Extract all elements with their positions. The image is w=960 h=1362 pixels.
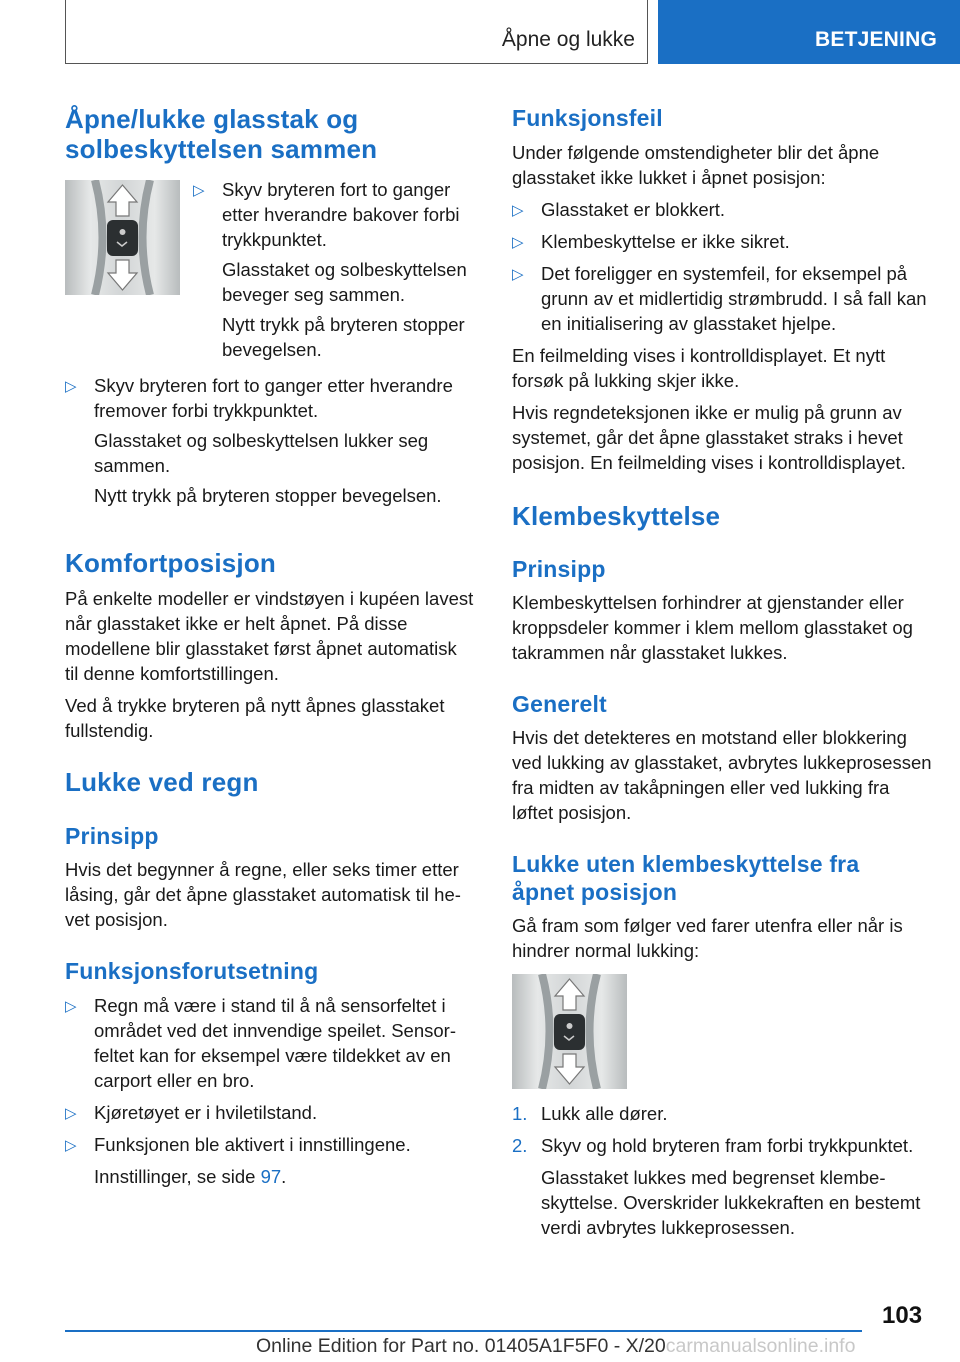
page-link[interactable]: 97 xyxy=(260,1166,282,1187)
list-item xyxy=(65,1132,475,1157)
bullet-triangle-icon: ▷ xyxy=(65,378,77,395)
switch-icon xyxy=(65,180,180,295)
bullet-triangle-icon: ▷ xyxy=(193,182,205,199)
list-item-text: Glasstaket er blokkert. xyxy=(541,199,726,220)
footer-divider xyxy=(65,1330,862,1332)
heading-malfunction: Funksjonsfeil xyxy=(512,105,663,131)
heading-open-close-together: Åpne/lukke glasstak og solbeskyttelsen sammen xyxy=(65,104,378,164)
list-item-sub: Glasstaket og solbeskyttelsen beveger seg sammen. xyxy=(222,259,467,305)
switch-icon xyxy=(512,974,627,1089)
page-number: 103 xyxy=(882,1302,923,1329)
comfort-paragraph-1: På enkelte modeller er vindstøyen i kupéen lavest når glasstaket ikke er helt åpnet. På disse modellene blir glasstaket først åpnet automatisk til denne komfortstillingen. xyxy=(65,588,474,684)
chapter-tab[interactable]: BETJENING xyxy=(658,0,960,64)
list-item-text: Skyv og hold bryteren fram forbi trykkpunktet. xyxy=(541,1135,914,1156)
list-item-text: Funksjonen ble aktivert i innstillingene. xyxy=(94,1134,411,1155)
fault-list xyxy=(512,197,932,336)
list-item xyxy=(65,993,475,1093)
general-paragraph: Hvis det detekteres en motstand eller blokkering ved lukking av glasstaket, avbrytes lukkeprosessen fra midten av takåpningen eller ved lukking fra løftet posisjon. xyxy=(512,727,932,823)
list-item xyxy=(193,177,483,362)
settings-reference xyxy=(65,1164,475,1189)
rain-paragraph: Hvis det begynner å regne, eller seks timer etter låsing, går det åpne glasstaket automatisk til hevet posisjon. xyxy=(65,859,461,930)
fault-paragraph-1: En feilmelding vises i kontrolldisplayet. Et nytt forsøk på lukking skjer ikke. xyxy=(512,345,886,391)
heading-func-requirements: Funksjonsforutsetning xyxy=(65,958,319,984)
step-number: 1. xyxy=(512,1103,528,1124)
edition-text: Online Edition for Part no. 01405A1F5F0 - X/20 xyxy=(256,1335,666,1357)
step-number: 2. xyxy=(512,1135,528,1156)
fault-intro: Under følgende omstendigheter blir det åpne glasstaket ikke lukket i åpnet posisjon: xyxy=(512,142,880,188)
heading-principle: Prinsipp xyxy=(512,556,606,582)
list-item-text: Kjøretøyet er i hviletilstand. xyxy=(94,1102,318,1123)
close-intro: Gå fram som følger ved farer utenfra eller når is hindrer normal lukking: xyxy=(512,915,903,961)
list-item xyxy=(65,1100,475,1125)
list-item-text: Regn må være i stand til å nå sensorfeltet i området ved det innvendige speilet. Sensorfeltet kan for eksempel være tildekket av en carport eller en bro. xyxy=(94,995,457,1091)
list-item-sub: Glasstaket lukkes med begrenset klembeskyttelse. Overskrider lukkekraften en bestemt verdi avbrytes lukkeprosessen. xyxy=(541,1167,921,1238)
roof-switch-image xyxy=(512,974,627,1089)
bullet-triangle-icon: ▷ xyxy=(65,1105,77,1122)
heading-principle: Prinsipp xyxy=(65,823,159,849)
requirements-list xyxy=(65,993,475,1189)
footer-edition xyxy=(256,1335,855,1358)
list-item xyxy=(512,1101,932,1126)
list-item-text: Klembeskyttelse er ikke sikret. xyxy=(541,231,790,252)
roof-switch-image xyxy=(65,180,180,295)
list-item-sub: Nytt trykk på bryteren stopper bevegelsen. xyxy=(94,485,442,506)
list-item-text: Lukk alle dører. xyxy=(541,1103,668,1124)
settings-end: . xyxy=(281,1166,287,1187)
list-item-text: Skyv bryteren fort to ganger etter hverandre fremover forbi trykkpunktet. xyxy=(94,375,453,421)
list-item xyxy=(512,261,932,336)
bullet-triangle-icon: ▷ xyxy=(512,202,524,219)
watermark: carmanualsonline.info xyxy=(665,1335,856,1357)
pinch-paragraph: Klembeskyttelsen forhindrer at gjenstander eller kroppsdeler kommer i klem mellom glasstaket og takrammen når glasstaket lukkes. xyxy=(512,592,913,663)
list-item xyxy=(512,1133,932,1240)
section-title: Åpne og lukke xyxy=(501,28,635,51)
heading-pinch-protection: Klembeskyttelse xyxy=(512,501,721,531)
list-item-text: Skyv bryteren fort to ganger etter hverandre bakover forbi trykkpunktet. xyxy=(222,179,460,250)
heading-close-without-pinch: Lukke uten klembeskyttelse fra åpnet posisjon xyxy=(512,851,860,905)
bullet-triangle-icon: ▷ xyxy=(512,234,524,251)
fault-paragraph-2: Hvis regndeteksjonen ikke er mulig på grunn av systemet, går det åpne glasstaket straks i hevet posisjon. En feilmelding vises i kontrolldisplayet. xyxy=(512,402,906,473)
steps-list xyxy=(512,1101,932,1240)
list-item-sub: Glasstaket og solbeskyttelsen lukker seg sammen. xyxy=(94,430,429,476)
list-item-sub: Nytt trykk på bryteren stopper bevegelsen. xyxy=(222,314,465,360)
bullet-triangle-icon: ▷ xyxy=(65,1137,77,1154)
comfort-paragraph-2: Ved å trykke bryteren på nytt åpnes glasstaket fullstendig. xyxy=(65,695,445,741)
bullet-triangle-icon: ▷ xyxy=(512,266,524,283)
header-left-box xyxy=(65,0,648,64)
heading-comfort: Komfortposisjon xyxy=(65,548,276,578)
list-item-text: Det foreligger en systemfeil, for eksempel på grunn av et midlertidig strømbrudd. I så fall kan en initialisering av glasstaket hjelpe. xyxy=(541,263,927,334)
bullet-triangle-icon: ▷ xyxy=(65,998,77,1015)
settings-text: Innstillinger, se side xyxy=(94,1166,256,1187)
list-item xyxy=(512,197,932,222)
heading-close-rain: Lukke ved regn xyxy=(65,767,259,797)
list-item xyxy=(512,229,932,254)
list-item xyxy=(65,373,475,508)
heading-general: Generelt xyxy=(512,691,607,717)
